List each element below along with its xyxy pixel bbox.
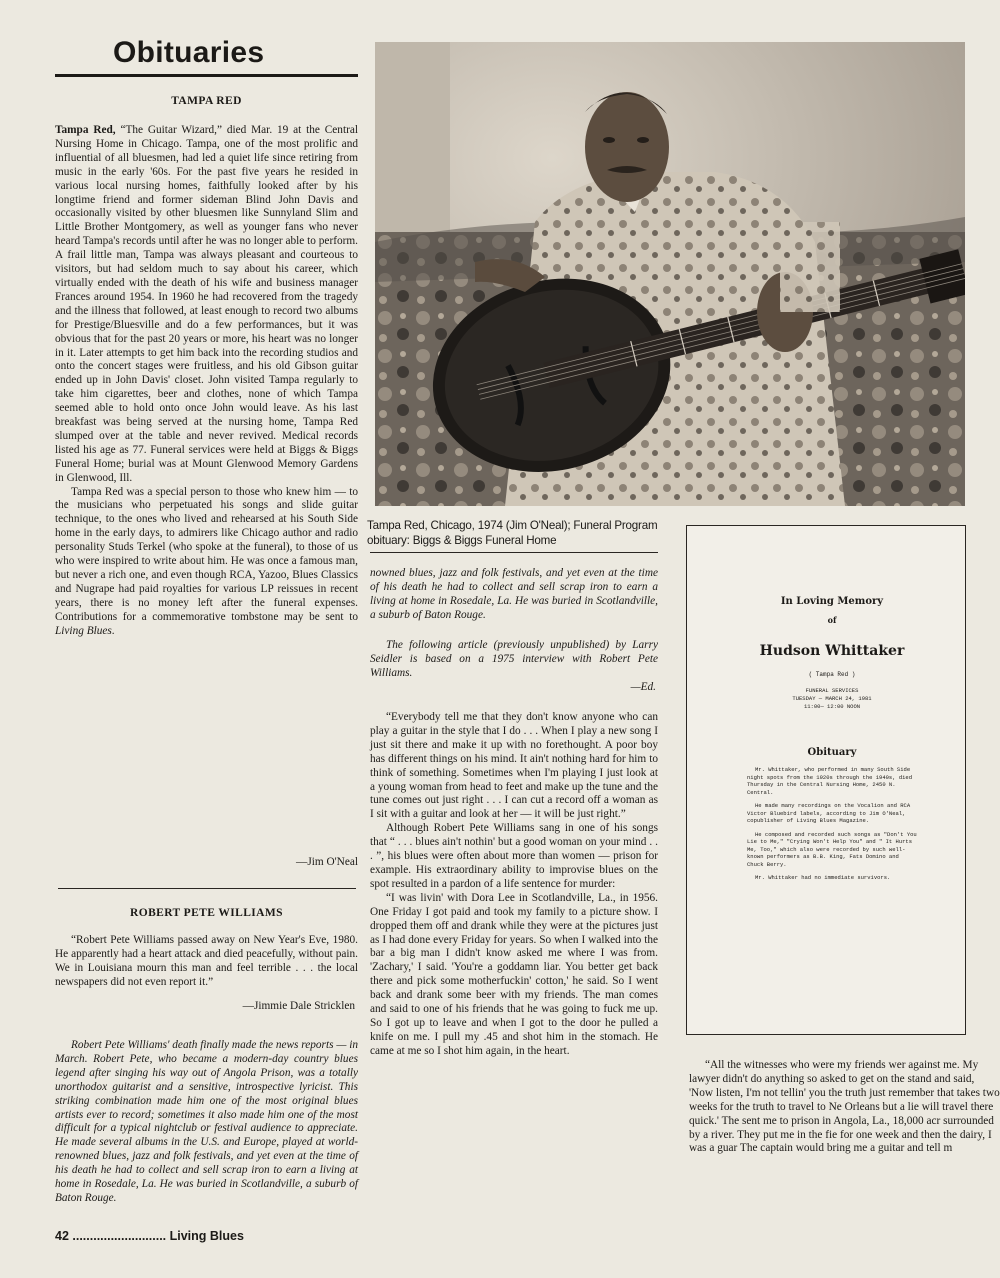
rpw-paragraph-4-block	[689, 1059, 1000, 1209]
tampa-lead-name: Tampa Red,	[55, 124, 116, 136]
card-obituary-text	[747, 766, 917, 882]
section-title: Obituaries	[113, 36, 265, 69]
card-obit-paragraph-2: He made many recordings on the Vocalion and RCA Victor Bluebird labels, according to Jim O'Neal, copublisher of Living Blues Magazine.	[747, 802, 911, 824]
footer-magazine-name: Living Blues	[169, 1229, 244, 1243]
byline-jimmie-dale-stricklen: —Jimmie Dale Stricklen	[242, 1000, 355, 1012]
tampa-paragraph-2-text: Tampa Red was a special person to those who knew him — to the musicians who perpetuated his songs and slide guitar technique, to the ones who lived and rehearsed at his South Side home in the early days, to admirers like Chicago author and radio personality Studs Terkel (who spoke at the funeral), to those of us who were inspired to write about him. He was once a famous man, but never a rich one, and even though RCA, Yazoo, Blues Classics and Nugrape had paid royalties for various LP reissues in recent years, there is no money left after the funeral expenses. Contributions for a commemorative tombstone may be sent to	[55, 485, 358, 623]
card-in-loving-memory: In Loving Memory	[780, 596, 884, 607]
card-service-block	[747, 687, 917, 711]
card-obituary-heading: Obituary	[807, 747, 857, 758]
rpw-paragraph-3: “I was livin' with Dora Lee in Scotlandville, La., in 1956. One Friday I got paid and took my family to a picture show. I dropped them off and drank while they were at the pictures just as I had done every Friday for years. So when I walked into the bar a big man I didn't know asked me where I was from. 'Zachary,' I said. 'You're a goddamn liar. You better get back there and pick some motherfuckin' cotton,' he said. So I went back and drank some beer with my friends. The man comes and said to one of his friends that he was going to fuck me up. So I got up to leave and when I got to the door he pulled a knife on me. I pull my .45 and shot him in the stomach. He came at me so I shot him again, in the heart.	[370, 891, 658, 1057]
card-service-line-2: TUESDAY — MARCH 24, 1981	[792, 695, 872, 702]
article-heading-robert-pete-williams: ROBERT PETE WILLIAMS	[130, 907, 283, 919]
magazine-name-inline: Living Blues	[55, 624, 112, 637]
tampa-paragraph-1-text: “The Guitar Wizard,” died Mar. 19 at the Central Nursing Home in Chicago. Tampa, one of the most prolific and influential of all bluesmen, had led a quiet life since retiring from music in the early '60s. For the past five years he resided in various local nursing homes, faithfully looked after by his longtime friend and former sideman Blind John Davis and occasionally visited by other bluesmen like Sunnyland Slim and Little Brother Montgomery, as well as younger fans who never heard Tampa's records until after he was no longer able to perform. A frail little man, Tampa was always pleasant and courteous to visitors, but had seldom much to say about his career, which virtually ended with the death of his wife and business manager Frances around 1954. In 1960 he had recovered from the tragedy and the illness that followed, at least enough to record two albums for Prestige/Bluesville and do a few performances, but it was obvious that for the past 20 years or more, his heart was no longer in it. Later attempts to get him back into the recording studios and onto the concert stages were fruitless, and his old Gibson guitar ended up in John Davis' closet. John visited Tampa regularly to take him cigarettes, beer and clothes, none of which Tampa seemed able to hold onto once John would leave. As his last breakfast was being served at the nursing home, Tampa Red slumped over at the table and never revived. Medical records listed his age as 77. Funeral services were held at Biggs & Biggs Funeral Home; burial was at Mount Glenwood Memory Gardens in Glenwood, Ill.	[55, 124, 358, 484]
rpw-quote	[55, 934, 358, 990]
rpw-intro-text: Robert Pete Williams' death finally made the news reports — in March. Robert Pete, who became a modern-day country blues legend after singing his way out of Angola Prison, was a totally unorthodox guitarist and a sensitive, introspective lyricist. This striking combination made him one of the most original blues artists ever to record; sometimes it also made him one of the most difficult for a typical nightclub or festival audience to appreciate. He made several albums in the U.S. and Europe, played at world-renowned blues, jazz and folk festivals, and yet even at the time of his death he had to collect and sell scrap iron to earn a living at home in Rosedale, La. He was buried in Scotlandville, a suburb of Baton Rouge.	[55, 1039, 358, 1204]
tampa-paragraph-1	[55, 124, 358, 486]
card-obit-paragraph-4: Mr. Whittaker had no immediate survivors.	[755, 874, 891, 881]
footer-leader-dots: ...........................	[68, 1229, 170, 1243]
page-footer	[55, 1229, 244, 1243]
photo-caption: Tampa Red, Chicago, 1974 (Jim O'Neal); Funeral Program obituary: Biggs & Biggs Funeral Home	[367, 519, 658, 547]
page-number: 42	[55, 1229, 69, 1243]
tampa-paragraph-2-end: .	[111, 624, 115, 637]
editor-note-text: The following article (previously unpublished) by Larry Seidler is based on a 1975 interview with Robert Pete Williams.	[370, 639, 658, 679]
card-obit-paragraph-3: He composed and recorded such songs as "Don't You Lie to Me," "Crying Won't Help You" and " It Hurts Me, Too," which also were recorded by such well-known performers as B.B. King, Fats Domino and Chuck Berry.	[747, 830, 917, 868]
tampa-red-photo	[375, 42, 965, 506]
title-rule	[55, 74, 358, 77]
guitarist-photo-image	[375, 42, 965, 506]
rpw-intro	[55, 1039, 358, 1206]
article-heading-tampa-red: TAMPA RED	[171, 95, 242, 107]
editor-note	[370, 639, 658, 681]
funeral-program-content	[747, 596, 917, 882]
caption-rule	[370, 552, 658, 553]
rpw-paragraph-1: “Everybody tell me that they don't know anyone who can play a guitar in the style that I do . . . When I play a new song I just sit there and make it up with no forethought. A poor boy has different things on his mind. It ain't nothing hard for him to think of something. Sometimes when I'm playing I just look at a young woman from head to feet and make up the tune and the tune comes out just right . . . I can cut a record off a woman as I sit with a guitar and look at her — it will be just right.”	[370, 711, 658, 821]
card-service-line-3: 11:00— 12:00 NOON	[803, 703, 861, 710]
column-divider	[58, 888, 356, 889]
card-alias: ( Tampa Red )	[808, 671, 856, 678]
article-body-tampa-red	[55, 124, 358, 639]
tampa-paragraph-2	[55, 486, 358, 639]
card-name: Hudson Whittaker	[759, 643, 905, 659]
rpw-paragraph-2: Although Robert Pete Williams sang in one of his songs that “ . . . blues ain't nothin' but a good woman on your mind . . . ”, his blues were often about more than women — prison for example. His extraordinary ability to improvise blues on the spot resulted in a pardon of a life sentence for murder:	[370, 822, 658, 890]
rpw-intro-continued: nowned blues, jazz and folk festivals, and yet even at the time of his death he had to collect and sell scrap iron to earn a living at home in Rosedale, La. He was buried in Scotlandville, a suburb of Baton Rouge.	[370, 567, 658, 621]
rpw-interview-body	[370, 711, 658, 1059]
byline-jim-oneal: —Jim O'Neal	[296, 856, 358, 868]
rpw-quote-text: “Robert Pete Williams passed away on New Year's Eve, 1980. He apparently had a heart attack and died peacefully, without pain. We in Louisiana mourn this man and feel terrible . . . the local newspapers did not even report it.”	[55, 934, 358, 988]
card-of: of	[827, 615, 837, 625]
card-obit-paragraph-1: Mr. Whittaker, who performed in many South Side night spots from the 1920s through the 1940s, died Thursday in the Central Nursing Home, 2450 N. Central.	[747, 766, 913, 796]
funeral-program-card	[686, 525, 966, 1035]
rpw-paragraph-4: “All the witnesses who were my friends wer against me. My lawyer didn't do anything so asked to get on the stand and said, 'Now listen, I'm not tellin' you the truth just remember that takes two weeks for the truth to travel to Ne Orleans but a lie will travel there quick.' The sent me to prison in Angola, La., 18,000 acr surrounded by a river. They put me in the fie for one week and then the dairy, I was a guar The captain would bring me a guitar and tell m	[689, 1059, 1000, 1155]
editor-signature: —Ed.	[630, 681, 656, 693]
card-service-line-1: FUNERAL SERVICES	[805, 687, 859, 694]
